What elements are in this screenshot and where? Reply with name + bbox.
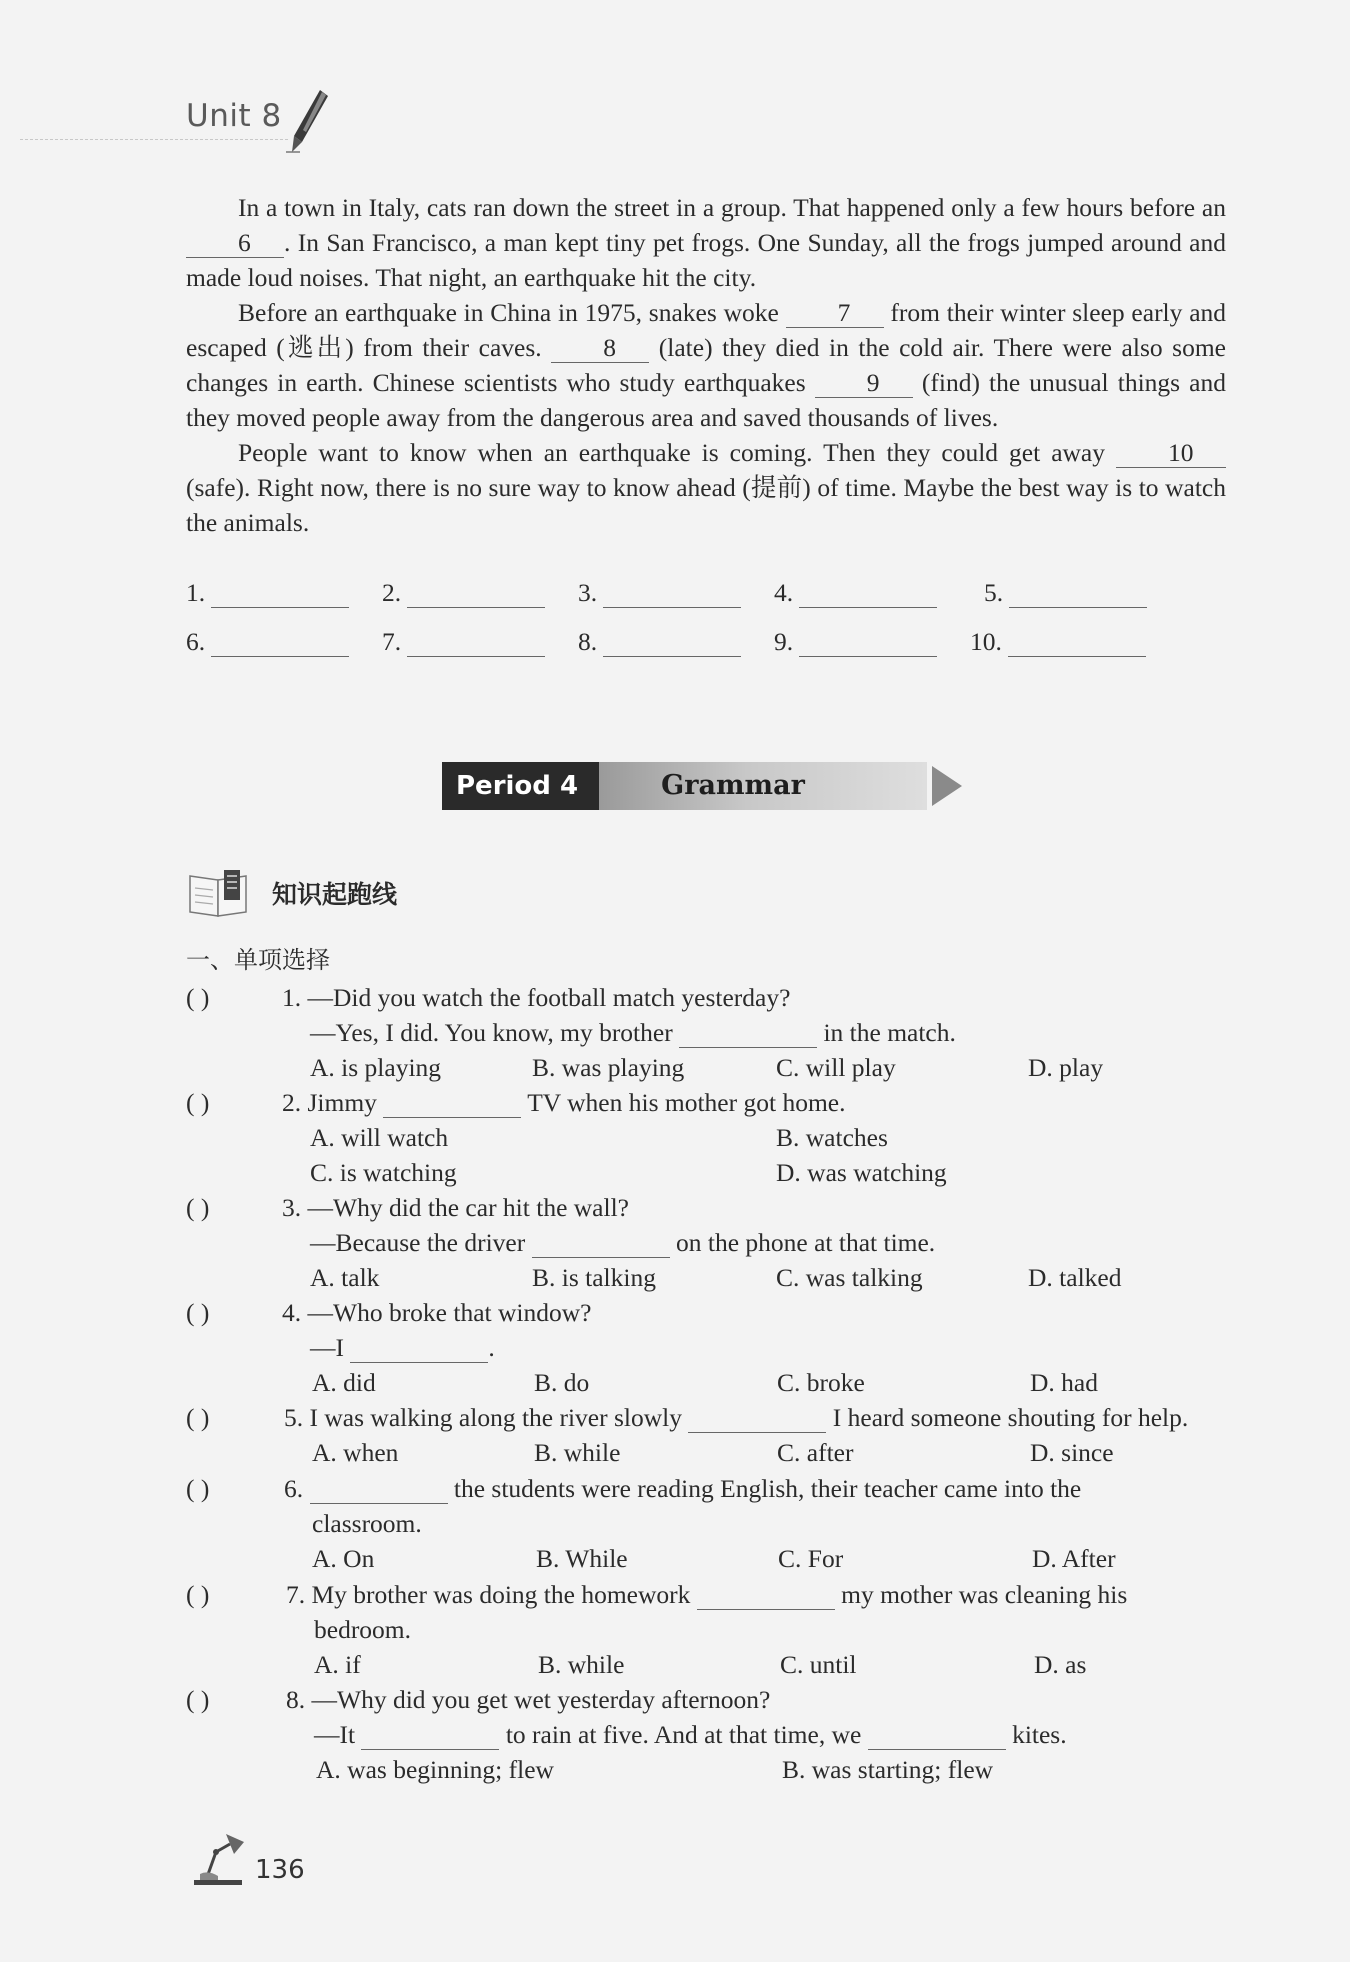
answer-line[interactable]: [211, 630, 349, 657]
option-c[interactable]: C. will play: [776, 1053, 896, 1082]
question-line: bedroom.: [314, 1615, 412, 1644]
open-book-icon: [186, 868, 252, 918]
option-a[interactable]: A. is playing: [310, 1053, 442, 1082]
question-text: kites.: [1012, 1720, 1067, 1749]
option-b[interactable]: B. while: [538, 1650, 625, 1679]
blank-10[interactable]: 10: [1116, 439, 1226, 468]
period-label: Period 4: [442, 762, 599, 810]
period-topic: Grammar: [599, 762, 927, 810]
option-b[interactable]: B. was starting; flew: [782, 1755, 994, 1784]
answer-line[interactable]: [603, 630, 741, 657]
question-text: 5. I was walking along the river slowly: [284, 1403, 683, 1432]
question-line: [314, 1720, 1067, 1750]
answer-line[interactable]: [1009, 581, 1147, 608]
option-a[interactable]: A. will watch: [310, 1123, 449, 1152]
passage-paragraph: [186, 190, 1226, 295]
blank-8[interactable]: 8: [551, 334, 649, 363]
answer-line[interactable]: [799, 581, 937, 608]
question-text: —Yes, I did. You know, my brother: [310, 1018, 673, 1047]
question-blank[interactable]: [688, 1406, 826, 1433]
option-a[interactable]: A. was beginning; flew: [316, 1755, 554, 1784]
answer-number: 9.: [774, 627, 794, 656]
question-stem: [284, 1474, 1081, 1504]
question-stem: [282, 1088, 845, 1118]
option-d[interactable]: D. talked: [1028, 1263, 1122, 1292]
answer-paren[interactable]: ( ): [186, 1088, 210, 1117]
option-d[interactable]: D. since: [1030, 1438, 1114, 1467]
passage-text: People want to know when an earthquake is coming. Then they could get away: [238, 438, 1105, 467]
option-b[interactable]: B. watches: [776, 1123, 888, 1152]
question-text: my mother was cleaning his: [841, 1580, 1128, 1609]
option-d[interactable]: D. After: [1032, 1544, 1116, 1573]
option-b[interactable]: B. While: [536, 1544, 628, 1573]
option-d[interactable]: D. had: [1030, 1368, 1098, 1397]
option-a[interactable]: A. On: [312, 1544, 375, 1573]
answer-line[interactable]: [603, 581, 741, 608]
question-stem: 1. —Did you watch the football match yesterday?: [282, 983, 791, 1012]
question-text: in the match.: [823, 1018, 956, 1047]
question-text: I heard someone shouting for help.: [832, 1403, 1189, 1432]
blank-7[interactable]: 7: [786, 299, 884, 328]
answer-line[interactable]: [799, 630, 937, 657]
passage-paragraph: [186, 295, 1226, 435]
blank-6[interactable]: 6: [186, 229, 284, 258]
question-blank[interactable]: [679, 1021, 817, 1048]
answer-number: 2.: [382, 578, 402, 607]
question-text: .: [488, 1333, 495, 1362]
answer-number: 1.: [186, 578, 206, 607]
question-text: 2. Jimmy: [282, 1088, 377, 1117]
option-c[interactable]: C. For: [778, 1544, 844, 1573]
answer-number: 7.: [382, 627, 402, 656]
question-line: [310, 1333, 495, 1363]
question-text: to rain at five. And at that time, we: [505, 1720, 862, 1749]
option-a[interactable]: A. if: [314, 1650, 361, 1679]
option-d[interactable]: D. play: [1028, 1053, 1104, 1082]
question-blank[interactable]: [383, 1091, 521, 1118]
answer-number: 6.: [186, 627, 206, 656]
pen-icon: [286, 86, 332, 154]
question-stem: 4. —Who broke that window?: [282, 1298, 592, 1327]
passage-text: (find) the unusual things and they moved people away from the dangerous area and saved thousands of lives.: [186, 368, 1227, 432]
option-b[interactable]: B. do: [534, 1368, 590, 1397]
blank-9[interactable]: 9: [815, 369, 913, 398]
option-c[interactable]: C. broke: [777, 1368, 865, 1397]
question-stem: [286, 1580, 1127, 1610]
subsection-title: 一、单项选择: [186, 946, 330, 974]
question-stem: 8. —Why did you get wet yesterday afternoon?: [286, 1685, 771, 1714]
passage-paragraph: [186, 435, 1226, 540]
question-blank[interactable]: [361, 1723, 499, 1750]
option-a[interactable]: A. did: [312, 1368, 376, 1397]
question-text: —It: [314, 1720, 356, 1749]
option-a[interactable]: A. talk: [310, 1263, 380, 1292]
answer-line[interactable]: [407, 581, 545, 608]
passage-text: from their winter sleep early and escaped (逃出) from their caves.: [186, 298, 1227, 362]
option-c[interactable]: C. after: [777, 1438, 854, 1467]
question-stem: [284, 1403, 1188, 1433]
passage-text: . In San Francisco, a man kept tiny pet frogs. One Sunday, all the frogs jumped around and made loud noises. That night, an earthquake hit the city.: [186, 228, 1226, 292]
option-d[interactable]: D. was watching: [776, 1158, 947, 1187]
reading-passage: [186, 190, 1226, 540]
question-text: on the phone at that time.: [676, 1228, 936, 1257]
question-blank[interactable]: [350, 1336, 488, 1363]
option-c[interactable]: C. was talking: [776, 1263, 923, 1292]
answer-number: 4.: [774, 578, 794, 607]
question-text: the students were reading English, their teacher came into the: [453, 1474, 1082, 1503]
answer-paren[interactable]: ( ): [186, 1474, 210, 1503]
answer-line[interactable]: [407, 630, 545, 657]
header-rule: [20, 139, 288, 140]
answer-line[interactable]: [1008, 630, 1146, 657]
option-c[interactable]: C. until: [780, 1650, 857, 1679]
question-line: [310, 1018, 956, 1048]
question-text: 6.: [284, 1474, 304, 1503]
passage-text: (late) they died in the cold air. There were also some changes in earth. Chinese scientists who study earthquakes: [186, 333, 1226, 397]
question-line: [310, 1228, 935, 1258]
passage-text: Before an earthquake in China in 1975, snakes woke: [238, 298, 779, 327]
answer-paren[interactable]: ( ): [186, 1193, 210, 1222]
question-blank[interactable]: [697, 1583, 835, 1610]
question-blank[interactable]: [532, 1231, 670, 1258]
section-title: 知识起跑线: [272, 880, 398, 909]
option-b[interactable]: B. is talking: [532, 1263, 656, 1292]
page-number: 136: [255, 1855, 305, 1885]
question-text: —I: [310, 1333, 344, 1362]
option-a[interactable]: A. when: [312, 1438, 399, 1467]
answer-number: 10.: [970, 627, 1002, 656]
option-b[interactable]: B. was playing: [532, 1053, 685, 1082]
arrow-right-icon: [932, 766, 962, 806]
question-blank[interactable]: [310, 1477, 448, 1504]
question-stem: 3. —Why did the car hit the wall?: [282, 1193, 629, 1222]
option-c[interactable]: C. is watching: [310, 1158, 457, 1187]
answer-line[interactable]: [211, 581, 349, 608]
desk-lamp-icon: [190, 1830, 248, 1888]
answer-paren[interactable]: ( ): [186, 983, 210, 1012]
question-blank[interactable]: [868, 1723, 1006, 1750]
answer-paren[interactable]: ( ): [186, 1298, 210, 1327]
question-text: —Because the driver: [310, 1228, 526, 1257]
answer-number: 8.: [578, 627, 598, 656]
answer-paren[interactable]: ( ): [186, 1580, 210, 1609]
answer-paren[interactable]: ( ): [186, 1685, 210, 1714]
question-line: classroom.: [312, 1509, 422, 1538]
option-d[interactable]: D. as: [1034, 1650, 1087, 1679]
answer-paren[interactable]: ( ): [186, 1403, 210, 1432]
answer-number: 5.: [984, 578, 1004, 607]
unit-title: Unit 8: [186, 98, 282, 134]
option-b[interactable]: B. while: [534, 1438, 621, 1467]
passage-text: In a town in Italy, cats ran down the street in a group. That happened only a few hours before an: [238, 193, 1226, 222]
passage-text: (safe). Right now, there is no sure way to know ahead (提前) of time. Maybe the best way is to watch the animals.: [186, 473, 1226, 537]
question-text: TV when his mother got home.: [527, 1088, 846, 1117]
question-text: 7. My brother was doing the homework: [286, 1580, 691, 1609]
answer-number: 3.: [578, 578, 598, 607]
